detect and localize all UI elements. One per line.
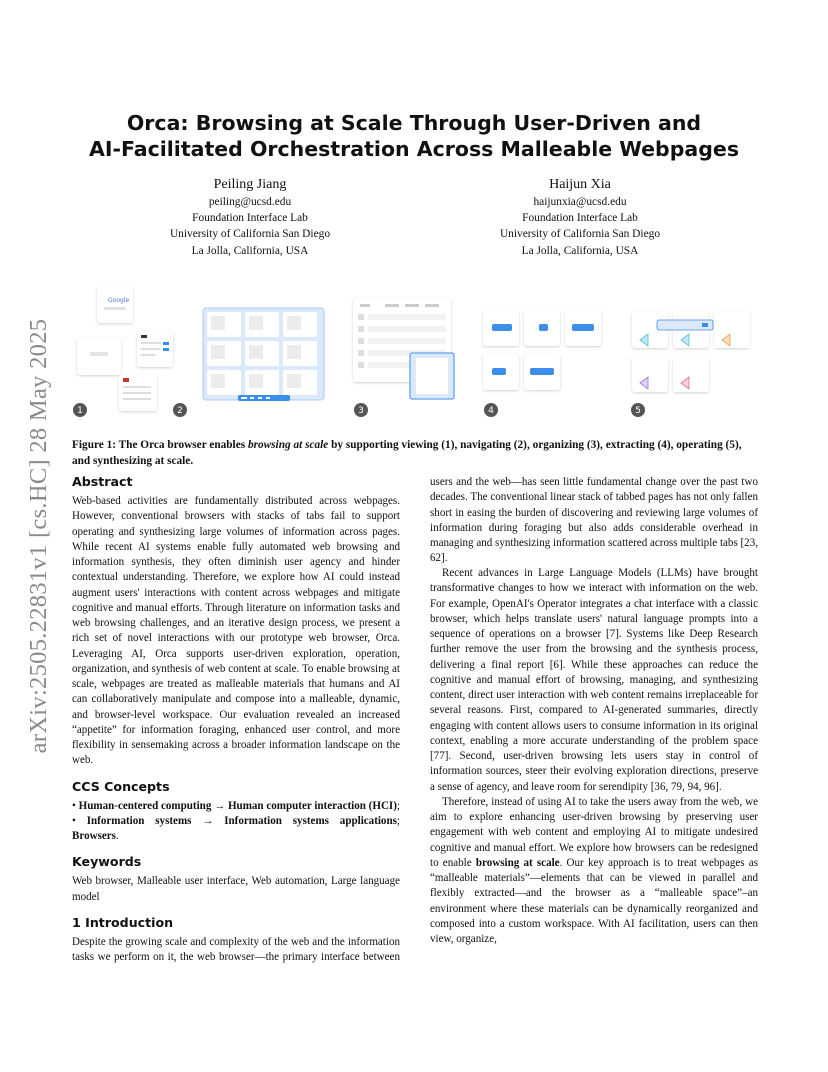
panel-operating xyxy=(632,312,750,392)
title-line-1: Orca: Browsing at Scale Through User-Driven and xyxy=(126,111,702,135)
panel-extracting xyxy=(483,310,601,390)
author-name: Peiling Jiang xyxy=(213,177,287,192)
panel-navigating xyxy=(203,308,324,401)
step-number: 3 xyxy=(358,406,364,416)
author-name: Haijun Xia xyxy=(549,177,611,192)
paper-title xyxy=(80,110,748,162)
right-column xyxy=(430,475,758,947)
arxiv-identifier: arXiv:2505.22831v1 [cs.HC] 28 May 2025 xyxy=(25,318,52,754)
ccs-concepts: • Human-centered computing → Human computer interaction (HCI); • Information systems → Information systems applications; Browsers. xyxy=(72,799,400,842)
author-university: University of California San Diego xyxy=(169,228,331,241)
intro-paragraph-3: Therefore, instead of using AI to take the users away from the web, we aim to explore enhancing user-driven browsing by preserving user engagement with web content and employing AI to mitigate undesired cognitive and manual effort. We explore how browsers can be redesigned to enable browsing at scale. Our key approach is to treat webpages as “malleable materials”—elements that can be viewed in parallel and flexibly extracted—and the browser as a “malleable space”–an environment where these materials can be dynamically reorganized and composed into a custom workspace. With AI facilitation, users can then view, organize, xyxy=(430,795,759,945)
keywords-heading: Keywords xyxy=(72,854,142,870)
intro-heading: 1 Introduction xyxy=(72,914,174,930)
teaser-figure xyxy=(70,282,758,422)
intro-paragraph-2: Recent advances in Large Language Models (LLMs) have brought transformative changes to how we interact with information on the web. For example, OpenAI's Operator integrates a chat interface with a classic browser, which helps translate users' natural language prompts into a sequence of operations on a browser [7]. Systems like Deep Research further remove the user from the browsing and the synthesis process, delivering a final report [6]. While these approaches can reduce the cognitive and manual effort of browsing, managing, and synthesizing content, direct user interaction with web content remains irreplaceable for several reasons. First, compared to AI-generated summaries, directly engaging with content allows users to consume information in its original context, enabling a more accurate understanding of the problem space [77]. Second, user-driven browsing lets users stay in control of information sources, steer their evolving exploration directions, preserve a sense of agency, and leave room for serendipity [36, 79, 94, 96]. xyxy=(430,567,758,793)
step-badges xyxy=(73,403,645,417)
ccs-heading: CCS Concepts xyxy=(72,778,170,794)
google-logo: Google xyxy=(108,297,130,304)
author-location: La Jolla, California, USA xyxy=(191,244,309,257)
author-email: peiling@ucsd.edu xyxy=(208,196,292,208)
intro-paragraph-1-continued: users and the web—has seen little fundamental change over the past two decades. The conventional linear stack of tabbed pages has not only fallen short in easing the burden of discovering and reviewing large volumes of information during foraging but also adds considerable overhead in managing and synthesizing information scattered across multiple tabs [23, 62]. xyxy=(430,476,758,565)
panel-viewing xyxy=(77,287,173,411)
left-column xyxy=(72,474,400,966)
step-number: 2 xyxy=(177,406,183,416)
figure-caption: Figure 1: The Orca browser enables browsing at scale by supporting viewing (1), navigating (2), organizing (3), extracting (4), operating (5), and synthesizing at scale. xyxy=(72,439,742,467)
abstract-text: Web-based activities are fundamentally distributed across webpages. However, conventional browsers with stacks of tabs fail to support operating and synthesizing large volumes of information across pages. While recent AI systems enable fully automated web browsing and information synthesis, they often diminish user agency and hinder contextual understanding. Therefore, we explore how AI could instead augment users' interactions with content across webpages and mitigate cognitive and manual efforts. Through literature on information tasks and web browsing challenges, and an iterative design process, we present a rich set of novel interactions with our prototype web browser, Orca. Leveraging AI, Orca supports user-driven exploration, operation, organization, and synthesis of web content at scale. To enable browsing at scale, webpages are treated as malleable materials that humans and AI can collaboratively manipulate and compose into a malleable, dynamic, and browser-level workspace. Our evaluation revealed an increased “appetite” for information foraging, enhanced user control, and more flexibility in sensemaking across a broader information landscape on the web. xyxy=(72,495,400,767)
abstract-heading: Abstract xyxy=(72,474,133,489)
panel-organizing xyxy=(353,298,454,399)
keywords-text: Web browser, Malleable user interface, Web automation, Large language model xyxy=(72,875,400,903)
step-number: 4 xyxy=(488,406,494,416)
author-lab: Foundation Interface Lab xyxy=(522,212,638,225)
author-location: La Jolla, California, USA xyxy=(521,244,639,257)
author-university: University of California San Diego xyxy=(499,228,661,241)
intro-paragraph-1-start: Despite the growing scale and complexity of the web and the information tasks we perform on it, the web browser—the primary interface between xyxy=(72,935,400,963)
title-line-2: AI-Facilitated Orchestration Across Malleable Webpages xyxy=(88,137,740,161)
author-email: haijunxia@ucsd.edu xyxy=(533,196,627,208)
step-number: 1 xyxy=(77,406,83,416)
author-block-1 xyxy=(120,175,380,259)
author-block-2 xyxy=(450,175,710,259)
author-lab: Foundation Interface Lab xyxy=(192,212,308,225)
step-number: 5 xyxy=(635,406,641,416)
